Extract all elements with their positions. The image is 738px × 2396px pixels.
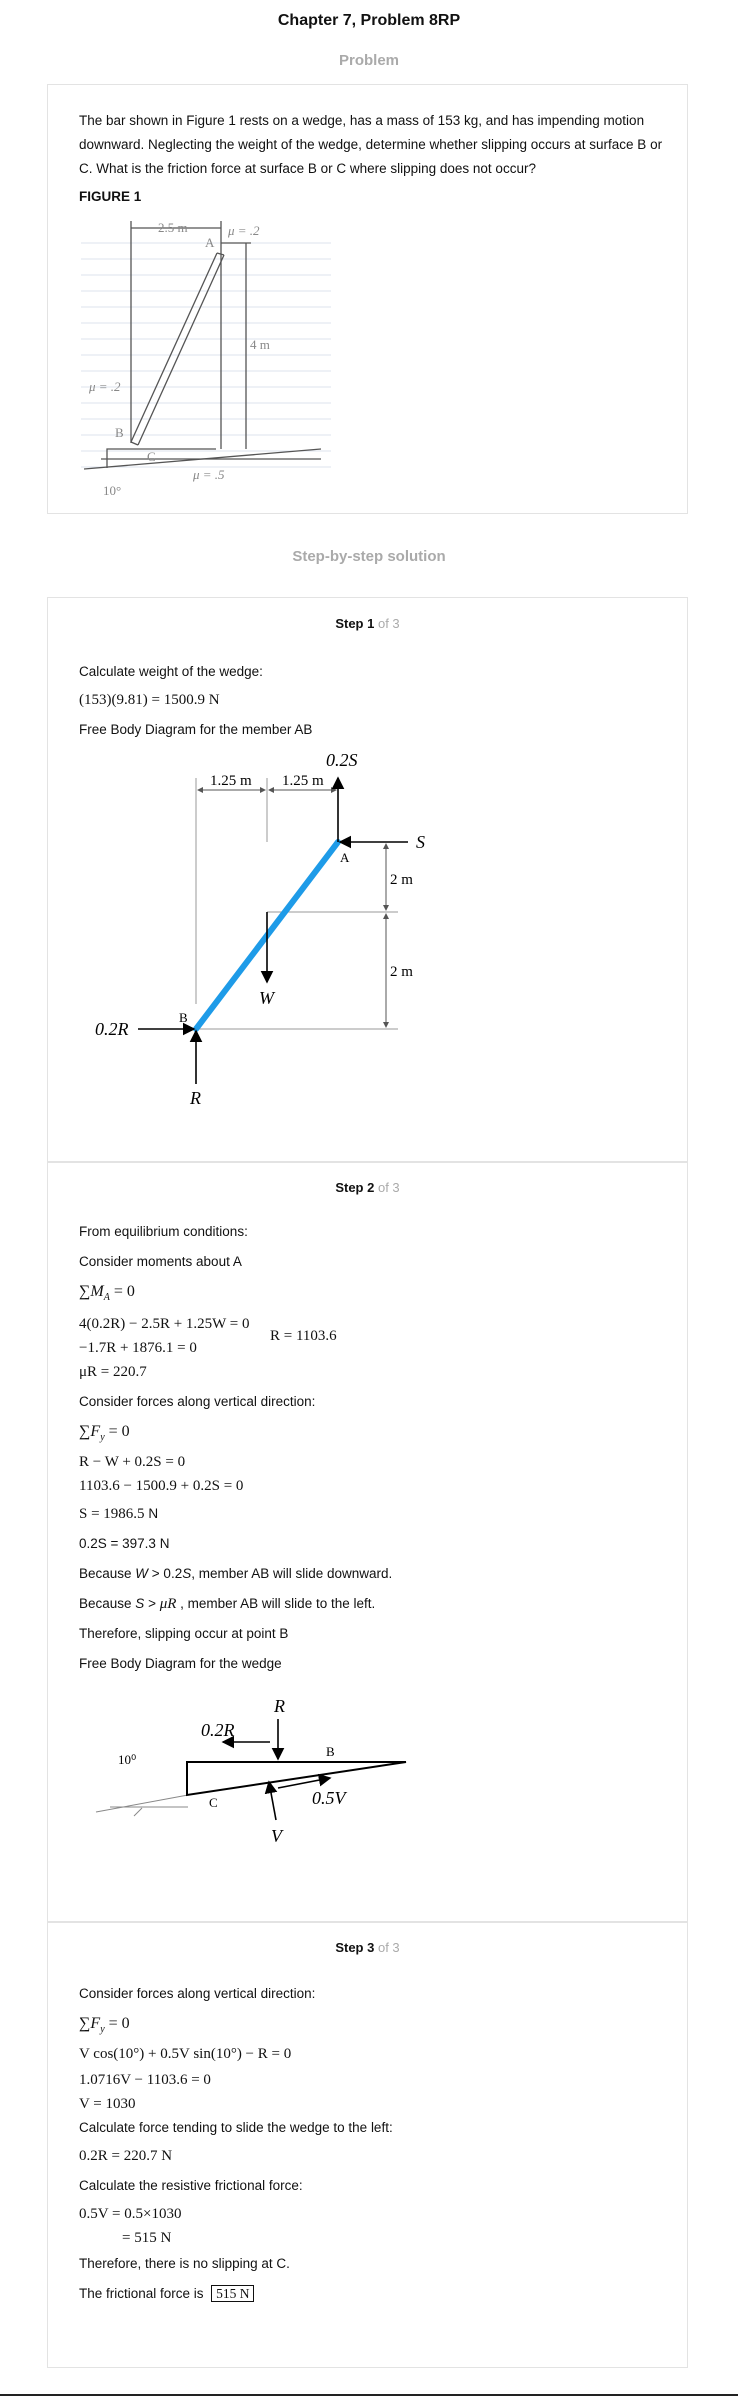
step2-eq6: R − W + 0.2S = 0 <box>79 1454 186 1470</box>
problem-heading: Problem <box>338 52 399 69</box>
step2-eq2-result: R = 1103.6 <box>270 1328 337 1344</box>
step2-l6c: > <box>144 1596 160 1611</box>
step2-of: of 3 <box>377 1180 400 1195</box>
step3-l5 <box>79 2282 254 2306</box>
step3-eq7: = 515 N <box>122 2230 172 2246</box>
step2-eq1-rest: = 0 <box>109 1283 135 1300</box>
fig-dim-right: 4 m <box>250 337 270 352</box>
step1-line2: Free Body Diagram for the member AB <box>79 722 313 737</box>
step1-line1: Calculate weight of the wedge: <box>79 664 263 679</box>
step1-heading <box>48 616 687 631</box>
fig-label-b: B <box>115 425 124 440</box>
step1-card <box>47 597 688 1162</box>
problem-text: The bar shown in Figure 1 rests on a wedge, has a mass of 153 kg, and has impending motion downward. Neglecting the weight of the wedge, determine whether slipping occurs at surface B or C. What is the friction force at surface B or C where slipping does not occur? <box>79 113 663 176</box>
arrow-wedge-v <box>269 1782 276 1820</box>
step3-eq1-rest: = 0 <box>104 2015 130 2032</box>
step2-eq1-sub: A <box>103 1292 110 1304</box>
step2-eq8 <box>79 1502 158 1526</box>
step2-eq2: 4(0.2R) − 2.5R + 1.25W = 0 <box>79 1316 250 1332</box>
step2-l6 <box>79 1592 375 1616</box>
step2-eq8-value: S = 1986.5 <box>79 1506 145 1522</box>
step3-heading <box>48 1940 687 1955</box>
step2-eq1 <box>79 1280 135 1310</box>
step2-l1: From equilibrium conditions: <box>79 1224 248 1239</box>
fig-mu-a: μ = .2 <box>228 223 260 238</box>
fbd2-label-b: B <box>326 1744 335 1759</box>
step2-l8: Free Body Diagram for the wedge <box>79 1656 282 1671</box>
step3-eq6: 0.5V = 0.5×1030 <box>79 2206 182 2222</box>
step3-l2: Calculate force tending to slide the wedge to the left: <box>79 2120 393 2135</box>
step2-eq5-rest: = 0 <box>104 1423 130 1440</box>
fbd-member-ab <box>48 748 428 1128</box>
step3-eq1-main: ∑F <box>79 2015 101 2032</box>
step2-l5c: > 0.2 <box>148 1566 183 1581</box>
fig-label-c: C <box>147 449 156 464</box>
step3-eq2: V cos(10°) + 0.5V sin(10°) − R = 0 <box>79 2046 292 2062</box>
fbd1-force-top: 0.2S <box>326 750 358 770</box>
step2-l5b: W <box>135 1566 149 1581</box>
solution-heading: Step-by-step solution <box>292 548 446 565</box>
step3-eq1-sub: y <box>100 2024 105 2036</box>
fig-dim-top: 2.5 m <box>158 220 188 235</box>
step2-eq7: 1103.6 − 1500.9 + 0.2S = 0 <box>79 1478 244 1494</box>
fig-angle: 10° <box>103 483 122 498</box>
fbd1-label-a: A <box>340 850 350 865</box>
fbd2-force-02r: 0.2R <box>201 1720 235 1740</box>
step3-title: Step 3 <box>335 1940 375 1955</box>
fbd1-dim1: 1.25 m <box>210 773 252 789</box>
problem-card <box>47 84 688 514</box>
step2-title: Step 2 <box>335 1180 375 1195</box>
step2-l5d: S <box>182 1566 192 1581</box>
step2-eq5-sub: y <box>100 1432 105 1444</box>
figure-1 <box>81 213 331 503</box>
step2-eq1-main: ∑M <box>79 1283 104 1300</box>
step3-l1: Consider forces along vertical direction: <box>79 1986 316 2001</box>
step2-l6b: S <box>135 1596 145 1611</box>
fbd2-force-05v: 0.5V <box>312 1788 346 1808</box>
step3-eq4: V = 1030 <box>79 2096 136 2112</box>
fbd1-dim3: 2 m <box>390 872 413 888</box>
fbd2-label-c: C <box>209 1795 218 1810</box>
step3-eq3: 1.0716V − 1103.6 = 0 <box>79 2072 211 2088</box>
wedge-shape <box>187 1762 406 1795</box>
step2-l6e: , member AB will slide to the left. <box>176 1596 376 1611</box>
step2-l6a: Because <box>79 1596 136 1611</box>
fbd2-force-v: V <box>271 1826 282 1846</box>
fbd1-label-b: B <box>179 1010 188 1025</box>
step2-card <box>47 1162 688 1922</box>
fbd2-force-r: R <box>274 1696 285 1716</box>
step3-l3: Calculate the resistive frictional force: <box>79 2178 303 2193</box>
page-title: Chapter 7, Problem 8RP <box>277 12 461 29</box>
fig-label-a: A <box>205 235 215 250</box>
step2-eq5-main: ∑F <box>79 1423 101 1440</box>
step3-eq1 <box>79 2012 130 2042</box>
step2-l3: Consider forces along vertical direction: <box>79 1394 316 1409</box>
fig-mu-c: μ = .5 <box>193 467 225 482</box>
step3-l4: Therefore, there is no slipping at C. <box>79 2256 290 2271</box>
step2-l5 <box>79 1562 392 1586</box>
fbd1-force-s: S <box>416 832 425 852</box>
fbd1-force-left: 0.2R <box>95 1019 129 1039</box>
step3-card <box>47 1922 688 2368</box>
step3-eq5: 0.2R = 220.7 N <box>79 2148 173 2164</box>
step2-l6d: μR <box>159 1596 177 1612</box>
step2-eq5 <box>79 1420 130 1450</box>
fbd2-angle: 10⁰ <box>118 1752 137 1767</box>
step2-l7: Therefore, slipping occur at point B <box>79 1626 289 1641</box>
fbd1-dim4: 2 m <box>390 964 413 980</box>
step2-l4: 0.2S = 397.3 N <box>79 1536 170 1551</box>
fbd1-force-w: W <box>259 988 274 1008</box>
step2-eq3: −1.7R + 1876.1 = 0 <box>79 1340 197 1356</box>
step2-eq4: μR = 220.7 <box>79 1364 147 1380</box>
fbd1-dim2: 1.25 m <box>282 773 324 789</box>
step2-heading <box>48 1180 687 1195</box>
step1-title: Step 1 <box>335 616 375 631</box>
step3-of: of 3 <box>377 1940 400 1955</box>
step2-l5e: , member AB will slide downward. <box>191 1566 393 1581</box>
step2-l2: Consider moments about A <box>79 1254 242 1269</box>
final-answer-box: 515 N <box>211 2285 254 2302</box>
fbd1-force-r: R <box>190 1088 201 1108</box>
fbd-wedge <box>48 1682 448 1862</box>
step3-l5-text: The frictional force is <box>79 2286 204 2301</box>
step2-eq8-unit: N <box>148 1506 159 1521</box>
fig-mu-b: μ = .2 <box>89 379 121 394</box>
step1-of: of 3 <box>377 616 400 631</box>
step1-eq1: (153)(9.81) = 1500.9 N <box>79 692 220 708</box>
step2-l5a: Because <box>79 1566 136 1581</box>
figure-label: FIGURE 1 <box>79 189 142 204</box>
